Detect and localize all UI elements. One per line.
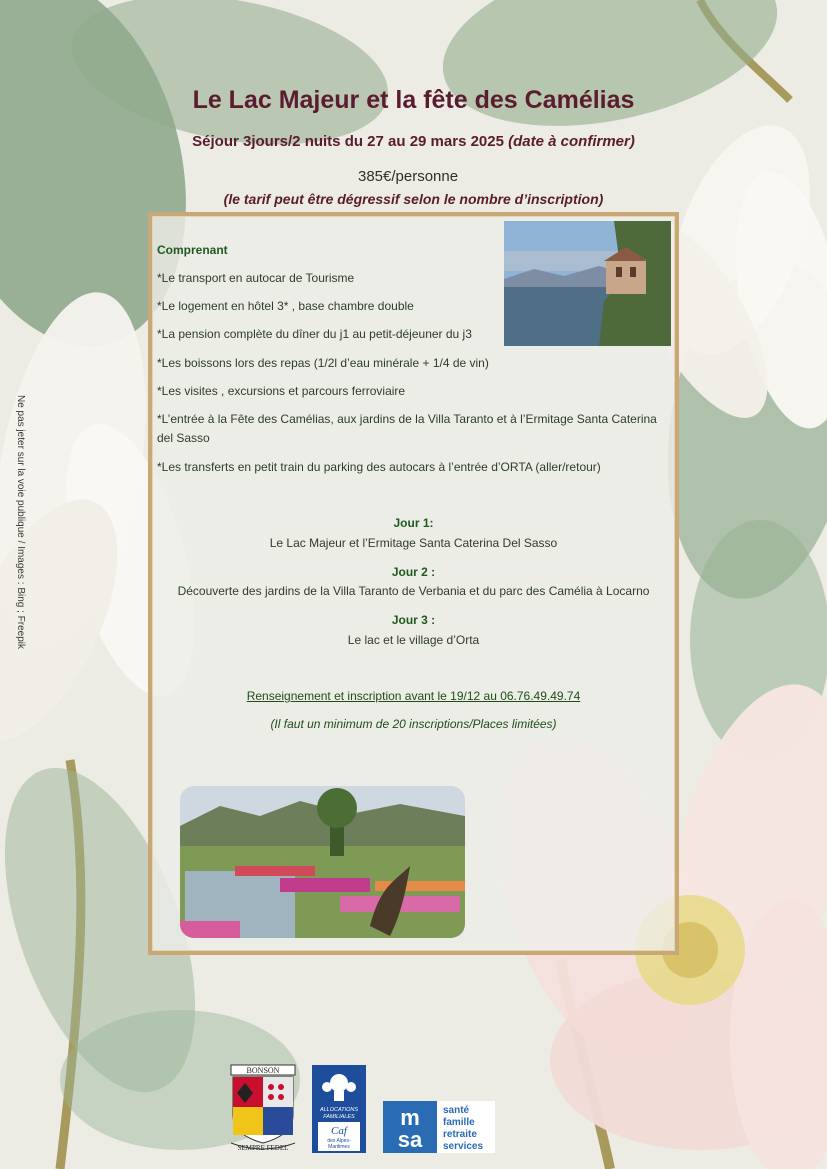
list-item: *Le transport en autocar de Tourisme: [157, 271, 355, 285]
msa-line: services: [443, 1141, 484, 1152]
msa-logo: [383, 1101, 495, 1153]
bonson-name: BONSON: [246, 1066, 280, 1075]
price: 385€/personne: [358, 168, 459, 185]
svg-text:sa: sa: [397, 1127, 423, 1152]
list-item: *Les visites , excursions et parcours ferroviaire: [157, 384, 406, 398]
day-1-text: Le Lac Majeur et l’Ermitage Santa Caterina Del Sasso: [269, 536, 558, 550]
msa-line: retraite: [443, 1129, 477, 1140]
caf-line1: ALLOCATIONS: [319, 1107, 359, 1113]
day-3-text: Le lac et le village d’Orta: [347, 633, 480, 647]
registration-info[interactable]: Renseignement et inscription avant le 19/12 au 06.76.49.49.74: [246, 689, 581, 703]
day-1-title: Jour 1:: [393, 516, 434, 530]
day-2-text: Découverte des jardins de la Villa Taranto de Verbania et du parc des Camélia à Locarno: [177, 584, 650, 598]
includes-heading: [157, 241, 228, 260]
msa-line: santé: [443, 1105, 470, 1116]
lake-hermitage-photo: [504, 221, 671, 346]
list-item: *Les boissons lors des repas (1/2l d’eau minérale + 1/4 de vin): [157, 356, 489, 370]
day-2-title: Jour 2 :: [391, 565, 436, 579]
disposal-note-text: Ne pas jeter sur la voie publique / Images : Bing ; Freepik: [15, 395, 26, 650]
caf-line2: FAMILIALES: [323, 1114, 355, 1120]
list-item: *La pension complète du dîner du j1 au petit-déjeuner du j3: [157, 327, 472, 341]
villa-taranto-garden-photo: [180, 786, 465, 938]
minimum-note: (Il faut un minimum de 20 inscriptions/Places limitées): [270, 717, 557, 731]
list-item: *Les transferts en petit train du parking des autocars à l’entrée d’ORTA (aller/retour): [157, 460, 601, 474]
day-3-title: Jour 3 :: [391, 613, 436, 627]
list-item: *Le logement en hôtel 3* , base chambre double: [157, 299, 414, 313]
disposal-note: [13, 395, 27, 695]
includes-heading-text: Comprenant: [157, 243, 228, 257]
caf-region2: Maritimes: [328, 1144, 350, 1150]
trip-dates: [0, 133, 827, 150]
bonson-logo: [227, 1063, 299, 1153]
trip-dates-note: (date à confirmer): [508, 133, 635, 150]
bonson-motto: SEMPRE FEDEL: [237, 1144, 289, 1152]
caf-name: Caf: [331, 1125, 347, 1137]
msa-line: famille: [443, 1117, 475, 1128]
price-note: (le tarif peut être dégressif selon le nombre d’inscription): [223, 191, 604, 207]
svg-text:m: m: [400, 1105, 420, 1130]
page-title: Le Lac Majeur et la fête des Camélias: [192, 86, 635, 114]
caf-region1: des Alpes-: [327, 1138, 351, 1144]
list-item: *L’entrée à la Fête des Camélias, aux jardins de la Villa Taranto et à l’Ermitage Santa Caterina del Sasso: [157, 412, 657, 445]
trip-dates-text: Séjour 3jours/2 nuits du 27 au 29 mars 2025: [192, 133, 504, 150]
caf-logo: [312, 1065, 366, 1153]
